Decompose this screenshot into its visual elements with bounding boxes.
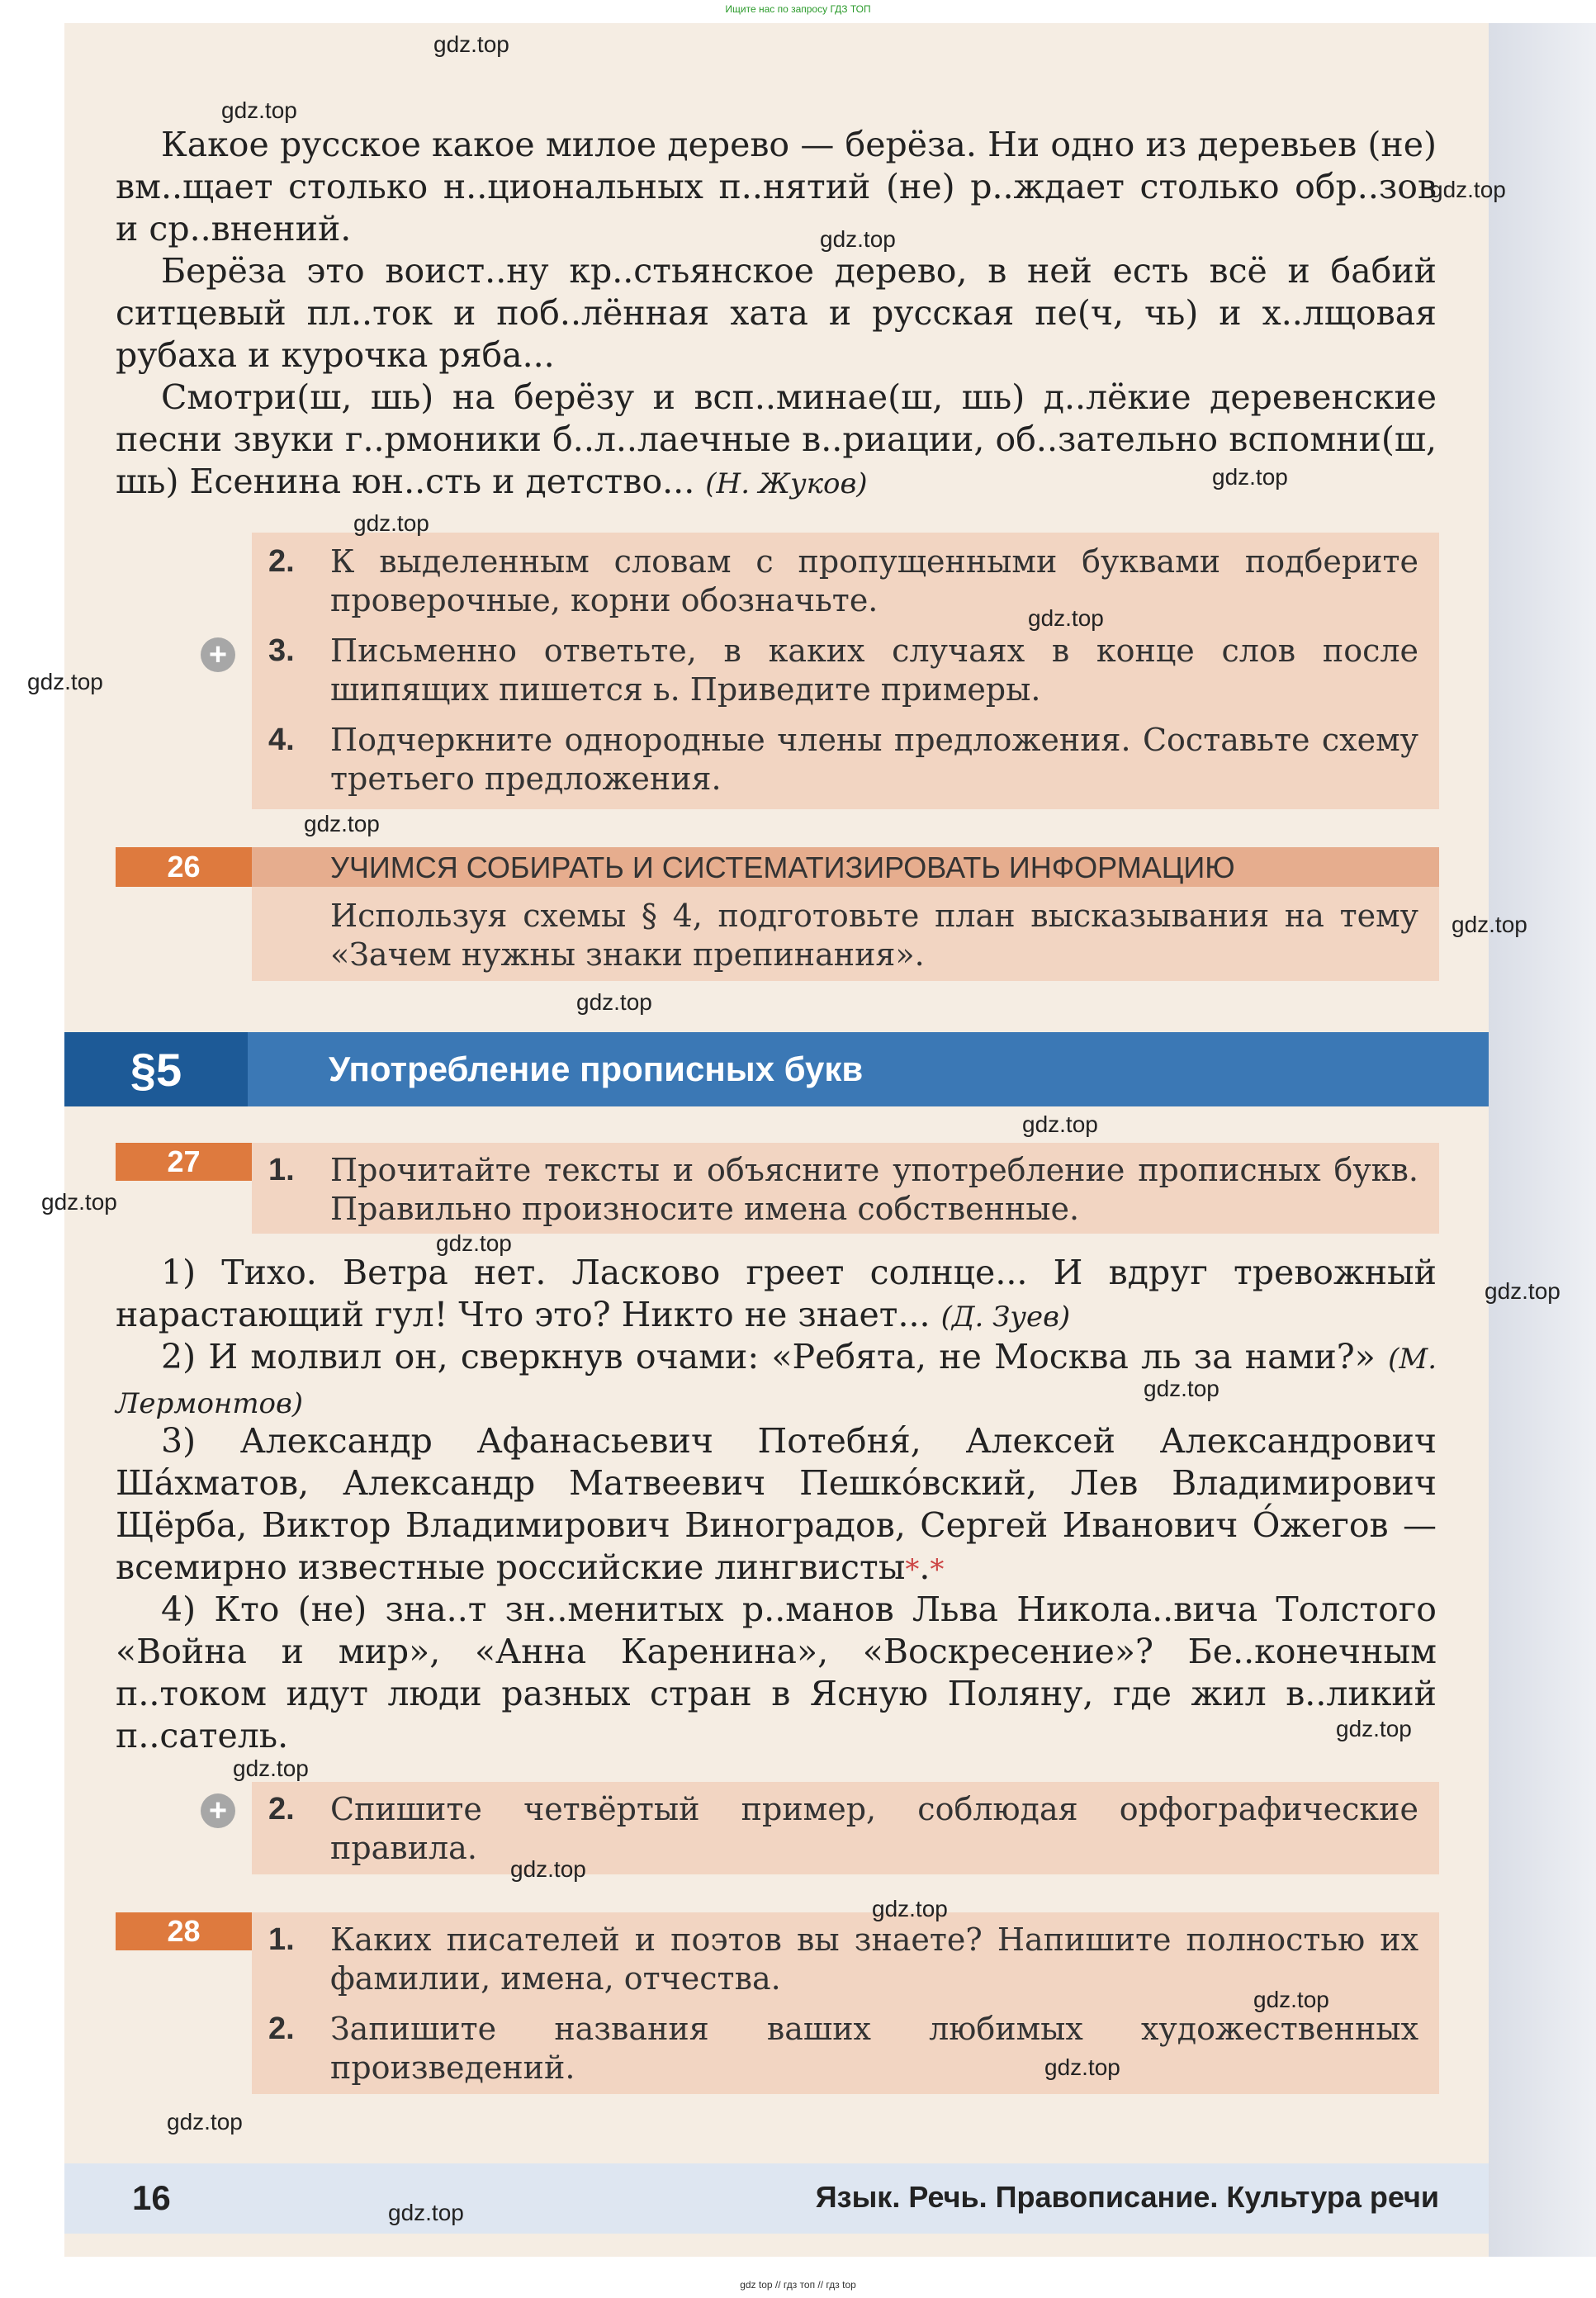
watermark: gdz.top — [436, 1230, 512, 1256]
watermark: gdz.top — [353, 510, 429, 536]
header-note: Ищите нас по запросу ГДЗ ТОП — [725, 3, 871, 15]
task-text: Письменно ответьте, в каких случаях в конце слов после шипящих пишется ь. Приведите примеры. — [330, 633, 1418, 708]
example-1: 1) Тихо. Ветра нет. Ласково греет солнце... И вдруг тревожный нарастающий гул! Что это? Никто не знает... (Д. Зуев) — [116, 1253, 1437, 1334]
paragraph-1: Какое русское какое милое дерево — берёза. Ни одно из деревьев (не) вм..щает столько н..циональных п..нятий (не) р..ждает столько обр..зов и ср..внений. — [116, 125, 1437, 249]
task-text: Каких писателей и поэтов вы знаете? Напишите полностью их фамилии, имена, отчества. — [330, 1921, 1418, 1997]
section-number: §5 — [64, 1032, 248, 1106]
watermark: gdz.top — [1253, 1987, 1329, 2012]
page-number: 16 — [132, 2178, 171, 2217]
task-number: 2. — [268, 544, 295, 579]
watermark: gdz.top — [41, 1189, 117, 1215]
watermark: gdz.top — [167, 2109, 243, 2135]
task-number-badge: 26 — [116, 847, 252, 887]
task-text: Спишите четвёртый пример, соблюдая орфографические правила. — [330, 1791, 1418, 1866]
watermark: gdz.top — [1485, 1278, 1560, 1304]
paragraph-3: Смотри(ш, шь) на берёзу и всп..минае(ш, шь) д..лёкие деревенские песни звуки г..рмоники б..л..лаечные в..риации, об..зательно вспомни(ш, шь) Есенина юн..сть и детство... (Н. Жуков) — [116, 377, 1437, 501]
task-text: Подчеркните однородные члены предложения. Составьте схему третьего предложения. — [330, 722, 1418, 797]
example-3: 3) Александр Афанасьевич Потебня́, Алексей Александрович Ша́хматов, Александр Матвеевич Пешко́вский, Лев Владимирович Щёрба, Виктор Владимирович Виноградов, Сергей Иванович О́жегов — всемирно известные российские лингвисты*.* — [116, 1421, 1437, 1587]
plus-icon: + — [201, 1793, 235, 1828]
plus-icon: + — [201, 637, 235, 672]
task-number: 3. — [268, 633, 295, 668]
watermark: gdz.top — [388, 2200, 464, 2225]
watermark: gdz.top — [1430, 177, 1506, 202]
watermark: gdz.top — [1044, 2054, 1120, 2080]
task-text: Используя схемы § 4, подготовьте план высказывания на тему «Зачем нужны знаки препинания». — [330, 898, 1418, 973]
task-text: К выделенным словам с пропущенными буквами подберите проверочные, корни обозначьте. — [330, 543, 1418, 618]
section-title: Употребление прописных букв — [329, 1049, 864, 1088]
watermark: gdz.top — [1144, 1376, 1219, 1401]
watermark: gdz.top — [221, 97, 297, 123]
task-26-box — [252, 847, 1439, 981]
task-number: 1. — [268, 1922, 295, 1957]
author-credit: (Н. Жуков) — [705, 467, 868, 500]
task-number-badge: 27 — [116, 1143, 252, 1181]
footer-title: Язык. Речь. Правописание. Культура речи — [815, 2180, 1439, 2214]
task-heading: УЧИМСЯ СОБИРАТЬ И СИСТЕМАТИЗИРОВАТЬ ИНФОРМАЦИЮ — [330, 850, 1235, 884]
task-number-badge: 28 — [116, 1912, 252, 1950]
task-number: 1. — [268, 1153, 295, 1187]
watermark: gdz.top — [872, 1896, 948, 1921]
watermark: gdz.top — [1212, 464, 1288, 490]
watermark: gdz.top — [433, 31, 509, 57]
example-4: 4) Кто (не) зна..т зн..менитых р..манов Льва Никола..вича Толстого «Война и мир», «Анна Каренина», «Воскресение»? Бе..конечным п..током идут люди разных стран в Ясную Поляну, где жил в..ликий п..сатель. — [116, 1590, 1437, 1755]
watermark: gdz.top — [1336, 1716, 1412, 1741]
paragraph-2: Берёза это воист..ну кр..стьянское дерево, в ней есть всё и бабий ситцевый пл..ток и поб..лённая хата и русская пе(ч, чь) и х..лщовая рубаха и курочка ряба... — [116, 251, 1437, 375]
task-text: Запишите названия ваших любимых художественных произведений. — [330, 2011, 1418, 2086]
task-27-box — [252, 1143, 1439, 1234]
watermark: gdz.top — [233, 1755, 309, 1781]
example-2: 2) И молвил он, сверкнув очами: «Ребята, не Москва ль за нами?» (М. Лермонтов) — [116, 1337, 1437, 1420]
task-text: Прочитайте тексты и объясните употребление прописных букв. Правильно произносите имена собственные. — [330, 1152, 1418, 1227]
watermark: gdz.top — [27, 669, 103, 694]
task-number: 4. — [268, 723, 295, 757]
watermark: gdz.top — [304, 811, 380, 836]
task-27-2-box — [252, 1782, 1439, 1874]
task-number: 2. — [268, 2011, 295, 2046]
task-25-box — [252, 533, 1439, 809]
section-header — [64, 1032, 1489, 1106]
watermark: gdz.top — [1452, 912, 1527, 937]
watermark: gdz.top — [1022, 1111, 1098, 1137]
page-edge — [1489, 23, 1596, 2257]
watermark: gdz.top — [576, 989, 652, 1015]
watermark: gdz.top — [1028, 605, 1104, 631]
page-footer — [64, 2163, 1489, 2234]
task-number: 2. — [268, 1792, 295, 1827]
footer-note: gdz top // гдз топ // гдз top — [740, 2279, 856, 2291]
watermark: gdz.top — [820, 226, 896, 252]
watermark: gdz.top — [510, 1856, 586, 1882]
